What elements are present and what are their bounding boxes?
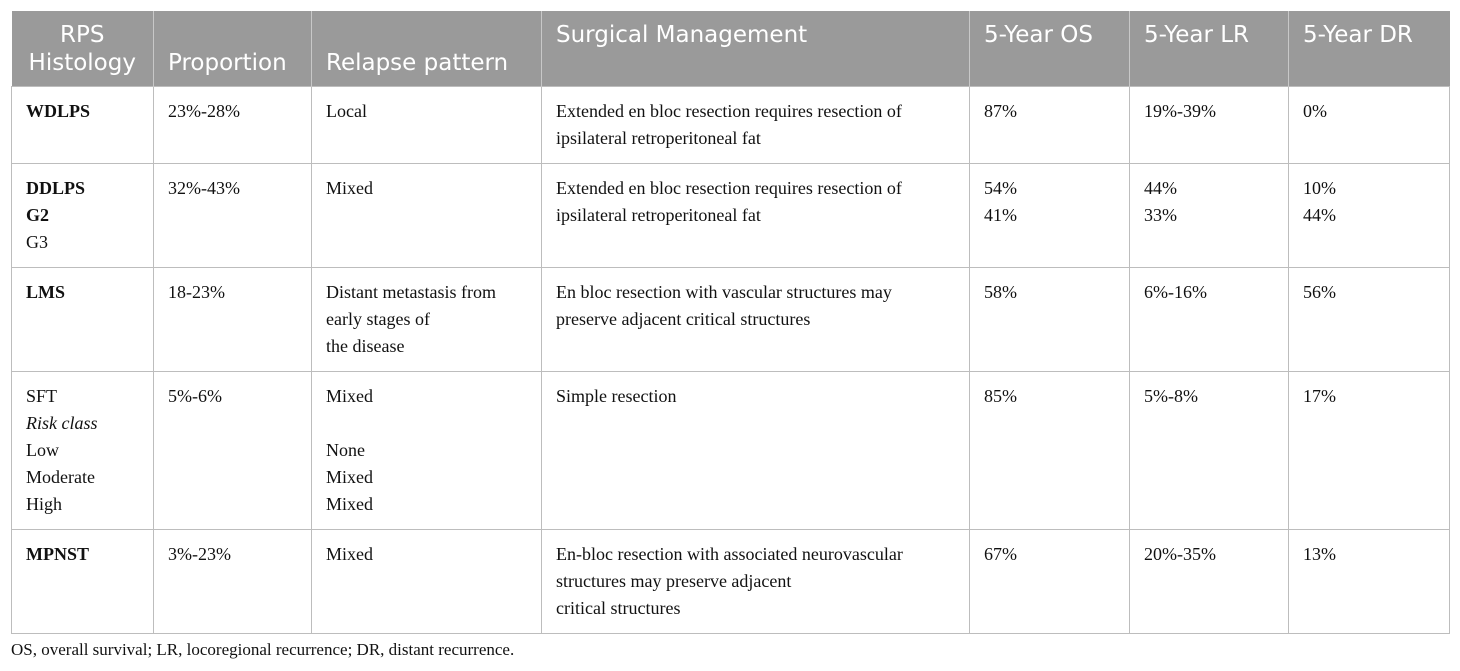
header-histology: RPS Histology	[12, 11, 154, 87]
table-row	[12, 164, 1450, 268]
cell-lr: 5%-8%	[1130, 372, 1289, 530]
header-5-year-lr: 5-Year LR	[1130, 11, 1289, 87]
header-proportion: Proportion	[154, 11, 312, 87]
table-container	[11, 11, 1449, 634]
cell-proportion: 5%-6%	[154, 372, 312, 530]
cell-dr: 13%	[1289, 530, 1450, 634]
table-row	[12, 268, 1450, 372]
cell-os: 54% 41%	[970, 164, 1130, 268]
table-row	[12, 87, 1450, 164]
cell-surgical: Simple resection	[542, 372, 970, 530]
cell-lr: 44% 33%	[1130, 164, 1289, 268]
cell-histology: MPNST	[12, 530, 154, 634]
cell-surgical: En-bloc resection with associated neurovascular structures may preserve adjacent critical structures	[542, 530, 970, 634]
cell-lr: 20%-35%	[1130, 530, 1289, 634]
header-surgical-management: Surgical Management	[542, 11, 970, 87]
cell-dr: 0%	[1289, 87, 1450, 164]
cell-histology: DDLPS G2 G3	[12, 164, 154, 268]
cell-dr: 10% 44%	[1289, 164, 1450, 268]
cell-proportion: 18-23%	[154, 268, 312, 372]
cell-os: 85%	[970, 372, 1130, 530]
cell-relapse: Mixed	[312, 530, 542, 634]
cell-relapse: Distant metastasis from early stages of the disease	[312, 268, 542, 372]
cell-histology: LMS	[12, 268, 154, 372]
cell-os: 67%	[970, 530, 1130, 634]
header-5-year-os: 5-Year OS	[970, 11, 1130, 87]
rps-histology-table	[11, 11, 1450, 634]
cell-surgical: Extended en bloc resection requires resection of ipsilateral retroperitoneal fat	[542, 87, 970, 164]
cell-surgical: Extended en bloc resection requires resection of ipsilateral retroperitoneal fat	[542, 164, 970, 268]
header-row	[12, 11, 1450, 87]
header-5-year-dr: 5-Year DR	[1289, 11, 1450, 87]
cell-histology: WDLPS	[12, 87, 154, 164]
cell-relapse: Mixed	[312, 164, 542, 268]
cell-histology: SFT Risk class Low Moderate High	[12, 372, 154, 530]
cell-proportion: 23%-28%	[154, 87, 312, 164]
cell-surgical: En bloc resection with vascular structures may preserve adjacent critical structures	[542, 268, 970, 372]
cell-proportion: 3%-23%	[154, 530, 312, 634]
cell-os: 58%	[970, 268, 1130, 372]
cell-relapse: Local	[312, 87, 542, 164]
table-footnote: OS, overall survival; LR, locoregional recurrence; DR, distant recurrence.	[11, 640, 515, 659]
table-row	[12, 530, 1450, 634]
cell-dr: 56%	[1289, 268, 1450, 372]
table-row	[12, 372, 1450, 530]
cell-lr: 19%-39%	[1130, 87, 1289, 164]
cell-lr: 6%-16%	[1130, 268, 1289, 372]
cell-os: 87%	[970, 87, 1130, 164]
header-relapse-pattern: Relapse pattern	[312, 11, 542, 87]
cell-relapse: Mixed None Mixed Mixed	[312, 372, 542, 530]
cell-dr: 17%	[1289, 372, 1450, 530]
cell-proportion: 32%-43%	[154, 164, 312, 268]
